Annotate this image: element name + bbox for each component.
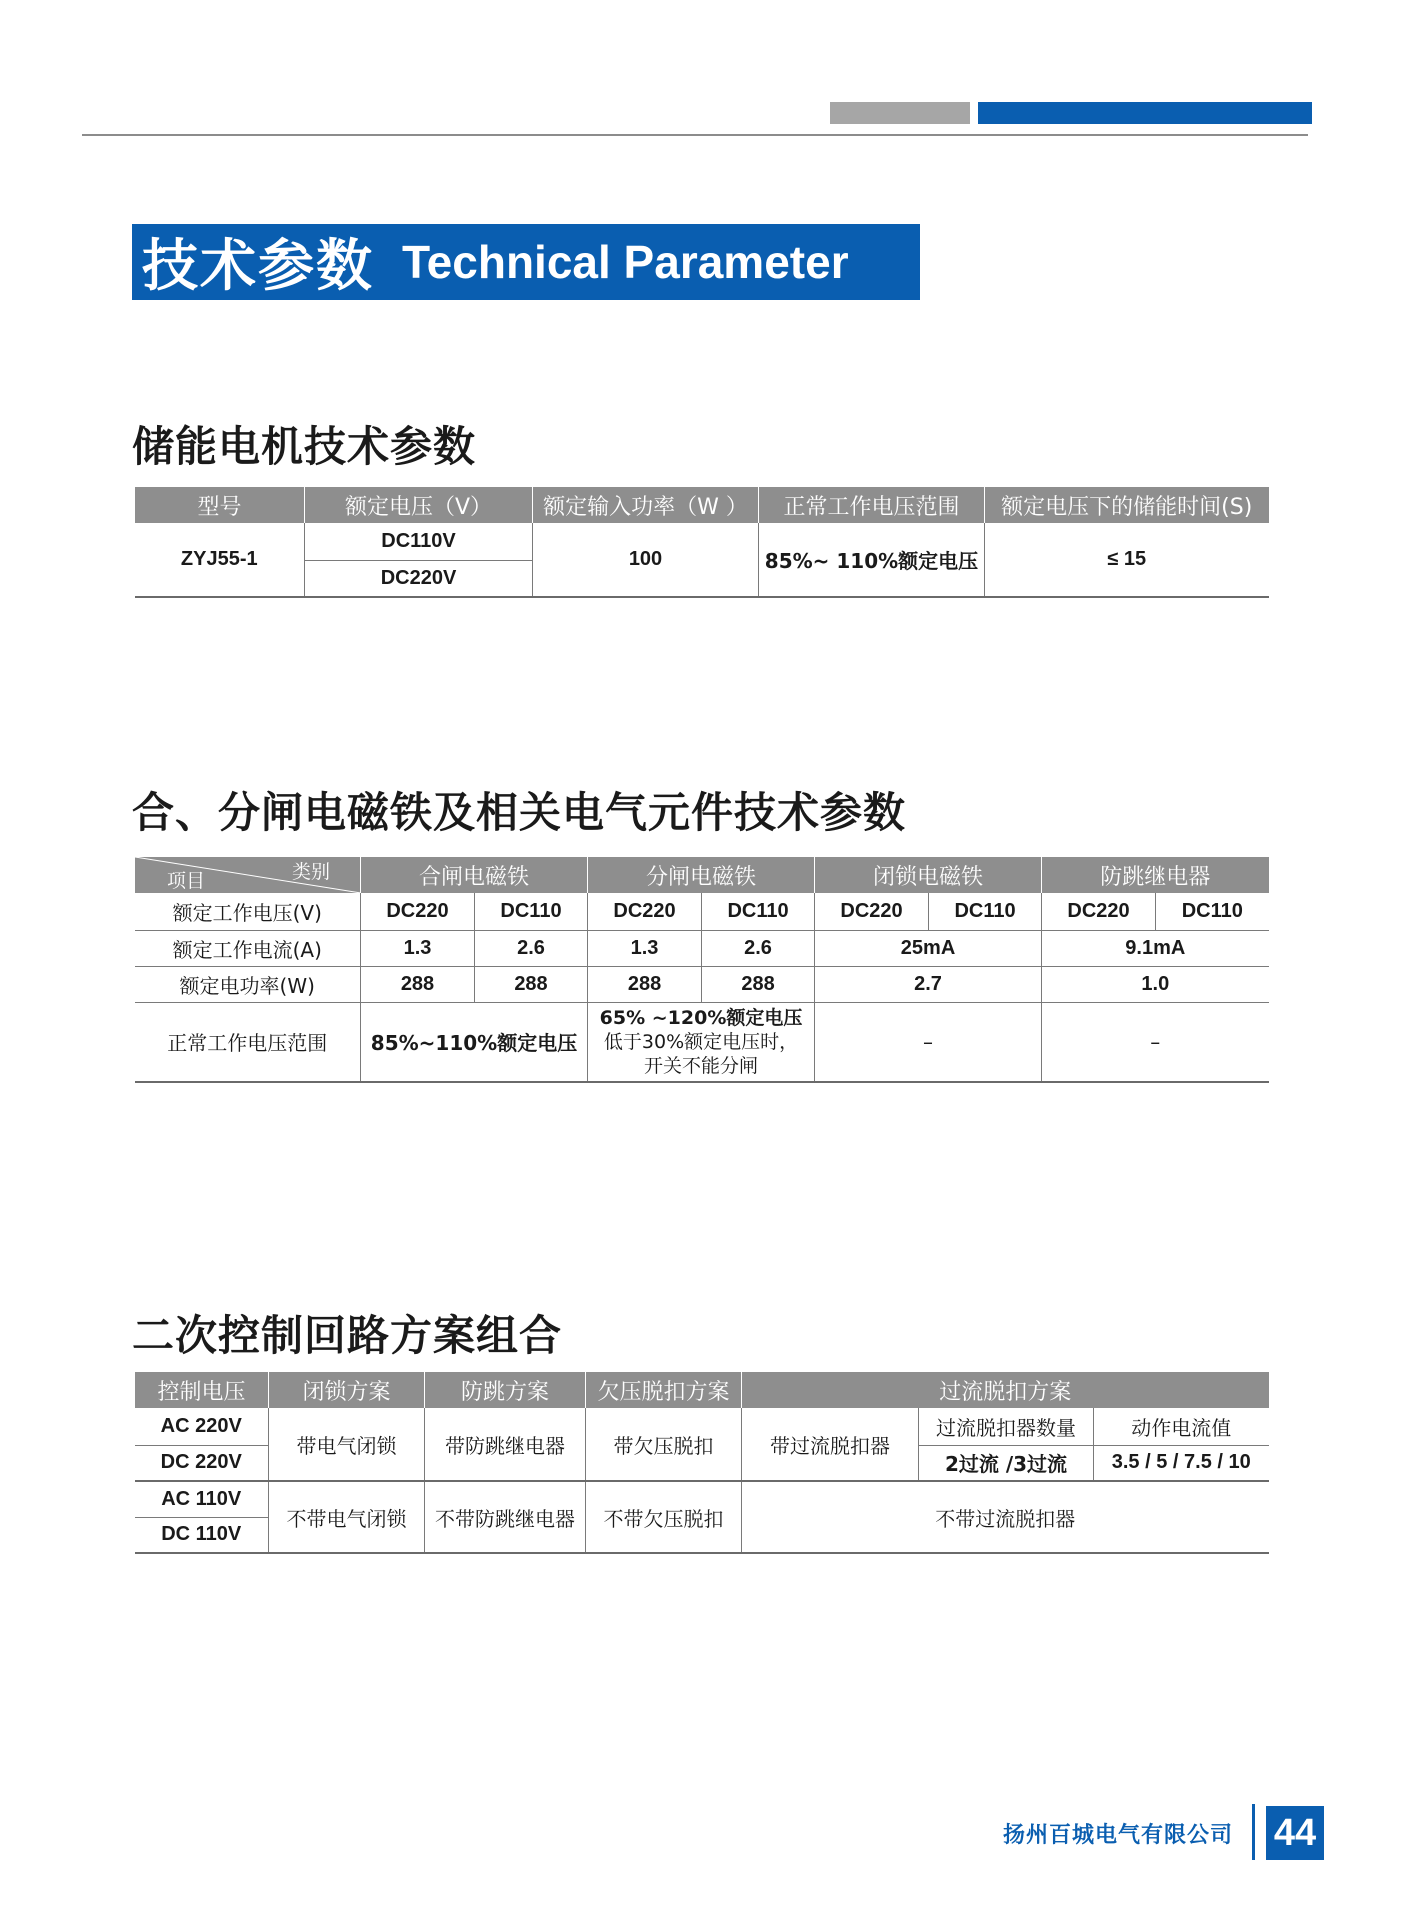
- corner-header-cell: [135, 857, 361, 893]
- group-header: 闭锁电磁铁: [815, 857, 1042, 893]
- value-cell: 25mA: [815, 930, 1042, 966]
- overcurrent-cell: 带过流脱扣器: [742, 1408, 919, 1481]
- header-cell: 控制电压: [135, 1372, 269, 1408]
- value-cell: DC110: [1156, 893, 1269, 930]
- section3-title: 二次控制回路方案组合: [132, 1311, 563, 1360]
- banner-title-cn: 技术参数: [142, 234, 374, 299]
- oc-current-value: 3.5 / 5 / 7.5 / 10: [1094, 1445, 1269, 1481]
- header-gray-bar: [830, 102, 970, 124]
- group-header: 防跳继电器: [1042, 857, 1269, 893]
- value-cell: 1.3: [361, 930, 475, 966]
- corner-label-category: 类别: [291, 861, 330, 883]
- open-range-line: 开关不能分闸: [644, 1054, 759, 1077]
- footer-separator: [1252, 1804, 1255, 1860]
- value-cell: 1.3: [588, 930, 702, 966]
- value-cell: –: [815, 1002, 1042, 1082]
- open-range-line: 65% ~120%额定电压: [599, 1006, 803, 1029]
- antijump-cell: 带防跳继电器: [425, 1408, 586, 1481]
- antijump-cell: 不带防跳继电器: [425, 1481, 586, 1553]
- voltage-cell: DC220V: [305, 560, 533, 597]
- header-cell: 额定电压下的储能时间(S): [985, 487, 1269, 523]
- value-cell: –: [1042, 1002, 1269, 1082]
- value-cell: 1.0: [1042, 966, 1269, 1002]
- overcurrent-cell: 不带过流脱扣器: [742, 1481, 1269, 1553]
- open-range-line: 低于30%额定电压时，: [603, 1030, 799, 1053]
- value-cell: DC110: [702, 893, 815, 930]
- voltage-cell: DC 220V: [135, 1445, 269, 1481]
- value-cell: 288: [588, 966, 702, 1002]
- value-cell: DC220: [815, 893, 929, 930]
- value-cell: DC220: [1042, 893, 1156, 930]
- lock-cell: 带电气闭锁: [269, 1408, 425, 1481]
- value-cell: 288: [361, 966, 475, 1002]
- control-circuit-table: [134, 1372, 1269, 1554]
- electromagnet-params-table: [134, 857, 1269, 1083]
- value-cell: 85%~110%额定电压: [361, 1002, 588, 1082]
- voltage-cell: AC 220V: [135, 1408, 269, 1445]
- group-header: 合闸电磁铁: [361, 857, 588, 893]
- value-cell: 288: [702, 966, 815, 1002]
- time-cell: ≤ 15: [985, 523, 1269, 597]
- value-cell: DC220: [588, 893, 702, 930]
- page-banner: [132, 224, 920, 300]
- header-blue-bar: [978, 102, 1312, 124]
- value-cell: DC220: [361, 893, 475, 930]
- value-cell: 2.6: [702, 930, 815, 966]
- footer-company: 扬州百城电气有限公司: [1003, 1823, 1234, 1848]
- header-cell: 欠压脱扣方案: [586, 1372, 742, 1408]
- value-cell: 2.6: [475, 930, 588, 966]
- value-cell: DC110: [475, 893, 588, 930]
- header-cell: 型号: [135, 487, 305, 523]
- corner-label-item: 项目: [167, 870, 206, 892]
- oc-count-label: 过流脱扣器数量: [919, 1408, 1094, 1445]
- row-label: 额定电功率(W): [135, 966, 361, 1002]
- header-cell: 闭锁方案: [269, 1372, 425, 1408]
- group-header: 分闸电磁铁: [588, 857, 815, 893]
- value-cell: 2.7: [815, 966, 1042, 1002]
- voltage-cell: DC 110V: [135, 1517, 269, 1553]
- section1-title: 储能电机技术参数: [132, 422, 477, 471]
- header-cell: 过流脱扣方案: [742, 1372, 1269, 1408]
- oc-count-value: 2过流 /3过流: [919, 1445, 1094, 1481]
- model-cell: ZYJ55-1: [135, 523, 305, 597]
- value-cell: DC110: [929, 893, 1042, 930]
- header-rule: [82, 134, 1308, 136]
- header-cell: 额定电压（V）: [305, 487, 533, 523]
- oc-current-label: 动作电流值: [1094, 1408, 1269, 1445]
- power-cell: 100: [533, 523, 759, 597]
- undervoltage-cell: 带欠压脱扣: [586, 1408, 742, 1481]
- row-label: 额定工作电流(A): [135, 930, 361, 966]
- banner-title-en: Technical Parameter: [402, 236, 849, 288]
- range-cell: 85%~ 110%额定电压: [759, 523, 985, 597]
- voltage-cell: DC110V: [305, 523, 533, 560]
- row-label: 额定工作电压(V): [135, 893, 361, 930]
- section2-title: 合、分闸电磁铁及相关电气元件技术参数: [132, 788, 907, 837]
- row-label: 正常工作电压范围: [135, 1002, 361, 1082]
- value-cell: 9.1mA: [1042, 930, 1269, 966]
- header-cell: 正常工作电压范围: [759, 487, 985, 523]
- voltage-cell: AC 110V: [135, 1481, 269, 1517]
- page-number: 44: [1266, 1806, 1324, 1860]
- value-cell: 288: [475, 966, 588, 1002]
- undervoltage-cell: 不带欠压脱扣: [586, 1481, 742, 1553]
- lock-cell: 不带电气闭锁: [269, 1481, 425, 1553]
- header-cell: 额定输入功率（W ）: [533, 487, 759, 523]
- value-cell: [588, 1002, 815, 1082]
- header-cell: 防跳方案: [425, 1372, 586, 1408]
- motor-params-table: [134, 487, 1269, 598]
